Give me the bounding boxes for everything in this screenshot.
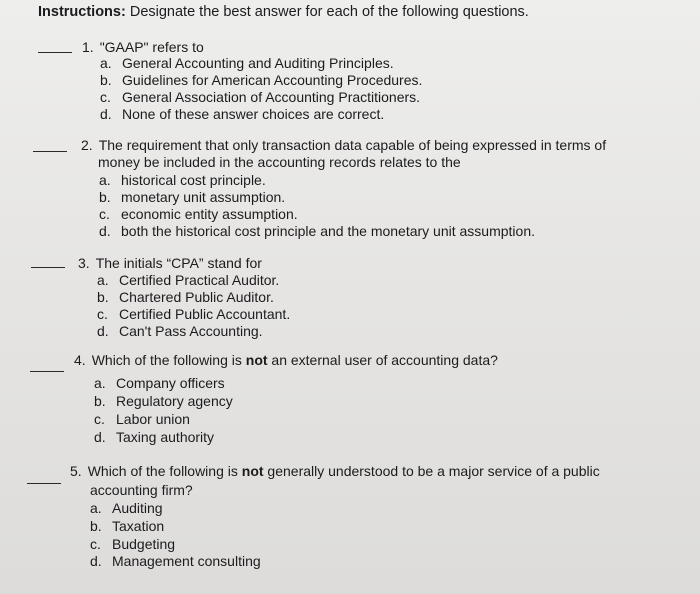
instructions-text: Designate the best answer for each of the following questions. <box>129 4 529 20</box>
option-text: Labor union <box>116 411 190 427</box>
question-stem-text: an external user of accounting data? <box>271 352 498 368</box>
option-3d <box>97 323 263 341</box>
option-1c <box>100 89 420 107</box>
option-letter: d. <box>99 223 111 239</box>
option-3a <box>97 272 279 290</box>
option-2d <box>99 223 535 241</box>
option-letter: c. <box>90 536 101 552</box>
question-number-5: 5. <box>70 463 82 479</box>
question-stem-line: money be included in the accounting records relates to the <box>98 154 461 170</box>
question-stem-4 <box>74 352 498 369</box>
question-stem-text: generally understood to be a major service of a public <box>267 463 600 479</box>
option-5c <box>90 536 175 554</box>
option-text: Regulatory agency <box>116 393 233 409</box>
answer-blank-3[interactable] <box>31 267 65 268</box>
question-stem-2-line2 <box>98 154 461 171</box>
question-stem-5-line2 <box>90 482 193 499</box>
question-number-3: 3. <box>78 255 90 271</box>
answer-blank-5[interactable] <box>27 483 61 484</box>
option-2b <box>99 189 285 207</box>
option-text: Budgeting <box>112 536 176 552</box>
option-letter: d. <box>90 553 102 569</box>
question-stem-line: "GAAP" refers to <box>99 39 204 55</box>
option-text: historical cost principle. <box>121 172 266 188</box>
option-text: monetary unit assumption. <box>121 189 286 205</box>
option-text: Management consulting <box>112 553 261 569</box>
option-letter: b. <box>100 72 112 88</box>
option-letter: c. <box>97 306 108 322</box>
question-stem-3 <box>78 255 262 272</box>
emphasis-not: not <box>245 352 268 368</box>
question-stem-line: The initials “CPA” stand for <box>95 255 262 271</box>
option-1b <box>100 72 422 90</box>
option-4a <box>94 375 225 393</box>
option-letter: d. <box>94 429 106 445</box>
option-letter: a. <box>99 172 111 188</box>
option-2c <box>99 206 298 224</box>
option-1a <box>100 55 394 73</box>
option-3c <box>97 306 290 324</box>
question-stem-text: Which of the following is <box>87 463 238 479</box>
question-number-1: 1. <box>82 39 94 55</box>
question-stem-line: The requirement that only transaction data capable of being expressed in terms of <box>98 137 607 153</box>
option-5d <box>90 553 261 571</box>
instructions-label: Instructions: <box>38 4 126 20</box>
option-4c <box>94 411 190 429</box>
option-5b <box>90 518 164 536</box>
option-text: Company officers <box>116 375 225 391</box>
option-text: Can't Pass Accounting. <box>119 323 263 339</box>
question-stem-2 <box>81 137 606 154</box>
question-stem-1 <box>82 39 204 56</box>
option-text: Guidelines for American Accounting Procedures. <box>122 72 423 88</box>
option-letter: d. <box>100 106 112 122</box>
option-3b <box>97 289 274 307</box>
option-text: General Accounting and Auditing Principles. <box>122 55 394 71</box>
option-text: Certified Public Accountant. <box>119 306 291 322</box>
question-stem-5 <box>70 463 600 480</box>
option-text: General Association of Accounting Practitioners. <box>122 89 421 105</box>
question-stem-text: Which of the following is <box>91 352 242 368</box>
option-letter: a. <box>90 500 102 516</box>
option-4b <box>94 393 233 411</box>
option-letter: a. <box>100 55 112 71</box>
option-letter: a. <box>94 375 106 391</box>
emphasis-not: not <box>241 463 264 479</box>
option-text: Taxation <box>112 518 165 534</box>
option-letter: c. <box>99 206 110 222</box>
option-text: economic entity assumption. <box>121 206 298 222</box>
instructions <box>38 4 529 20</box>
answer-blank-4[interactable] <box>30 371 64 372</box>
option-2a <box>99 172 266 190</box>
option-4d <box>94 429 214 447</box>
option-5a <box>90 500 163 518</box>
option-letter: c. <box>94 411 105 427</box>
option-text: Auditing <box>112 500 163 516</box>
option-text: Taxing authority <box>116 429 215 445</box>
option-letter: a. <box>97 272 109 288</box>
option-letter: c. <box>100 89 111 105</box>
option-text: None of these answer choices are correct. <box>122 106 385 122</box>
question-number-4: 4. <box>74 352 86 368</box>
option-letter: d. <box>97 323 109 339</box>
option-text: both the historical cost principle and the monetary unit assumption. <box>121 223 536 239</box>
question-number-2: 2. <box>81 137 93 153</box>
answer-blank-1[interactable] <box>38 52 72 53</box>
option-1d <box>100 106 384 124</box>
option-text: Certified Practical Auditor. <box>119 272 280 288</box>
option-text: Chartered Public Auditor. <box>119 289 274 305</box>
answer-blank-2[interactable] <box>33 151 67 152</box>
option-letter: b. <box>94 393 106 409</box>
option-letter: b. <box>97 289 109 305</box>
option-letter: b. <box>90 518 102 534</box>
question-stem-line: accounting firm? <box>90 482 193 498</box>
option-letter: b. <box>99 189 111 205</box>
